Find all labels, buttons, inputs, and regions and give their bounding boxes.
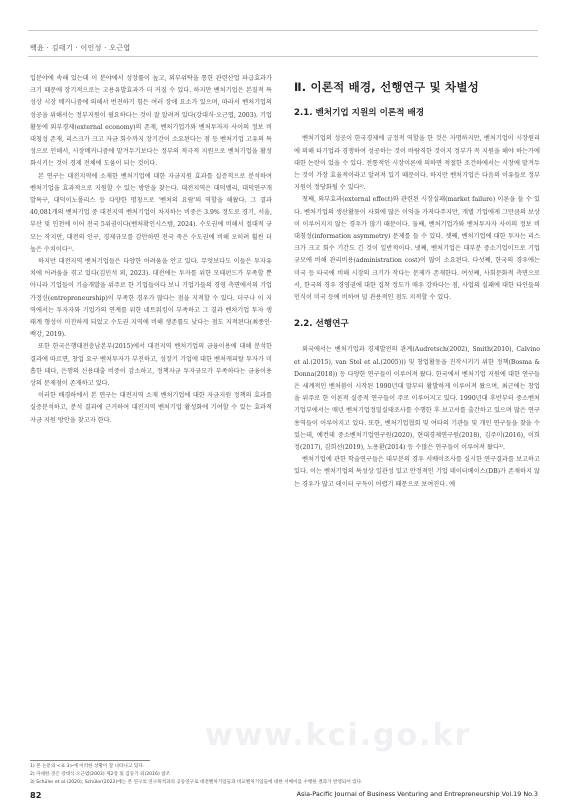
page-number: 82 (30, 790, 42, 800)
left-paragraph-2: 본 연구는 대전지역에 소재한 벤처기업에 대한 자금지원 효과를 실증적으로 분석하여 벤처기업을 효과적으로 지원할 수 있는 방안을 찾는다. 대전지역은 대덕밸리, 대덕연구개발특구, 대덕이노폴리스 등 다양한 명칭으로 '벤처의 요람'의 역할을 해왔다. 그 결과 40,081개의 벤처기업 중 대전지역 벤처기업이 차지하는 비중은 3.9% 정도로 경기, 서울, 부산 및 인천에 이어 전국 5위권이다(벤처확인시스템, 2024). 수도권에 비해서 절대적 규모는 작지만, 대전의 인구, 경제규모를 감안하면 전국 죽은 수도권에 비해 오히려 훨씬 더 높은 수치이다¹⁾. (30, 172, 272, 253)
footnotes (30, 763, 540, 787)
section-title: Ⅱ. 이론적 배경, 선행연구 및 차별성 (294, 80, 479, 94)
footnote-rule (30, 760, 150, 761)
footnote-1: 1) 본 논문의 <표 3>에 이러한 상황이 잘 나타나고 있다. (30, 764, 145, 769)
footnote-2: 2) 자세한 것은 강대식·오근엽(2003) 제2장 및 김동기 외(2016) 참조 (30, 772, 171, 777)
subsection-2-title: 2.2. 선행연구 (294, 319, 349, 330)
sub1-paragraph-2: 첫째, 외부효과(external effect)와 관련된 시장실패(market failure) 이론을 들 수 있다. 벤처기업의 생산활동이 사회에 많은 이익을 가져다주지만, 개별 기업에게 그만큼의 보상이 이루어지지 않는 경우가 많기 때문이다. 둘째, 벤처기업가와 벤처투자자 사이의 정보 비대칭성(information asymmetry) 문제를 들 수 있다. 셋째, 벤처기업에 대한 투자는 리스크가 크고 회수 기간도 긴 것이 일반적이다. 넷째, 벤처기업은 대부분 중소기업이므로 기업규모에 비해 관리비용(administration cost)이 많이 소요된다. 다섯째, 한국의 경우에는 미국 등 타국에 비해 시장의 크기가 작다는 문제가 존재한다. 여섯째, 사회문화적 측면으로서, 한국의 경우 경영권에 대한 집착 정도가 매우 강하다는 점, 사업의 실패에 대한 타인들의 인식이 미국 등에 비하여 덜 관용적인 점도 지적할 수 있다. (294, 196, 540, 302)
header-bottom-rule (28, 56, 538, 57)
left-paragraph-5: 이러한 배경하에서 본 연구는 대전지역 소재 벤처기업에 대한 자금지원 정책의 효과를 실증분석하고, 분석 결과에 근거하여 대전지역 벤처기업 활성화에 기여할 수 있는 효과적 자금 지원 방안을 찾고자 한다. (30, 392, 272, 424)
header-top-rule (28, 30, 538, 31)
subsection-1-title: 2.1. 벤처기업 지원의 이론적 배경 (294, 108, 425, 119)
running-head: 백윤 · 김태기 · 이인성 · 오근엽 (30, 44, 131, 52)
left-paragraph-1: 입분야에 속해 있는데 이 분야에서 성장률이 높고, 외부위탁을 통한 관련산업 파급효과가 크기 때문에 장기적으로는 고용유발효과가 더 커질 수 있다. 하지만 벤처기업은 본질적 특성상 시장 메커니즘에 의해서 번전하기 힘든 여러 장애 요소가 있으며, 따라서 벤처기업의 성공을 위해서는 정부지원이 필요하다는 것이 잘 알려져 있다(강대식·오근엽, 2003). 기업활동에 외부경제(external economy)의 존재, 벤처기업가와 벤처투자자 사이의 정보 비대칭성 존재, 리스크가 크고 자금 회수까지 장기간이 소요된다는 점 등 벤처기업 고유의 특성으로 인해서, 시장메커니즘에 맡겨두기보다는 정부의 적극적 지원으로 벤처기업을 활성화시키는 것이 경제 전체에 도움이 되는 것이다. (30, 75, 272, 168)
right-column (294, 73, 540, 491)
sub2-paragraph-2: 벤처기업에 관한 학술연구들은 대부분의 경우 서베이조사를 실시한 연구결과를 보고하고 있다. 이는 벤처기업의 특성상 일관성 있고 안정적인 기업 데이터베이스(DB)가 존재하지 않는 경우가 많고 데이터 구득이 어렵기 때문으로 보여진다. 예 (294, 456, 540, 488)
left-paragraph-4: 또한 한국은행대전충남본부(2015)에서 대전지역 벤처기업의 금융이용에 대해 분석한 결과에 따르면, 창업 요구 벤처투자가 부진하고, 성장기 기업에 대한 벤처캐피탈 투자가 미흡한 데다, 은행의 신용대출 비중이 감소하고, 정책자금 투자규모가 부족하다는 금융이용상의 문제점이 존재하고 있다. (30, 343, 272, 388)
watermark-text: www.kci.go.kr (205, 718, 472, 753)
footnote-3: 3) Schüler et al.(2020), Schüler(2022)에는 본 연구의 연구목적과의 공동연구로 대전벤처기업들과 비교벤처기업들에 대한 서베이를 수행한 결과가 반영되어 있다. (30, 780, 363, 785)
page-footer (30, 790, 538, 800)
journal-name: Asia-Pacific Journal of Business Venturing and Entrepreneurship Vol.19 No.3 (296, 790, 538, 798)
left-paragraph-3: 하지만 대전지역 벤처기업들은 다양한 어려움을 안고 있다. 무엇보다도 이들은 투자유치에 어려움을 겪고 있다(김민석 외, 2023). 대전에는 투자를 위한 모태펀드가 부족할 뿐 아니라 기업들이 기술개발을 위주로 한 기업들이다 보니 기업가들의 경영 측면에서의 기업가정신(entrepreneurship)이 부족한 경우가 많다는 점을 지적할 수 있다. 더구나 이 지역에서는 투자자와 기업가의 연계를 위한 네트워킹이 부족하고 그 결과 벤처기업 투자 생태계 형성이 미진하게 되었고 수도권 지역에 비해 생존률도 낮다는 점도 지적된다(최종인·백강, 2019). (30, 258, 272, 339)
sub1-paragraph-1: 벤처기업의 성공이 한국경제에 긍정적 역할을 한 것은 자명하지만, 벤처기업이 시장원리에 의해 타기업과 경쟁하여 성공하는 것이 바람직한 것이지 정부가 꼭 지원을 해야 하는가에 대한 논란이 있을 수 있다. 전통적인 시장이론에 의하면 적절한 조건하에서는 시장에 맡겨두는 것이 가장 효율적이라고 알려져 있기 때문이다. 하지만 벤처기업은 다음의 이유들로 정부지원이 정당화될 수 있다²⁾. (294, 135, 540, 192)
left-column (30, 73, 272, 427)
sub2-paragraph-1: 외국에서는 벤처기업과 경제발전의 관계(Audretsch(2002), Smith(2010), Calvino et al.(2015), van Stel et al.(2005))) 및 창업활동을 진작시키기 위한 정책(Bosma & Donna(2018)) 등 다양한 연구들이 이루어져 왔다. 한국에서 벤처기업 지원에 대한 연구들은 세계적인 벤처붐이 시작된 1990년대 말부터 활발하게 이루어져 왔으며, 최근에는 창업을 위주로 한 이론적 실증적 연구들이 주로 이루어지고 있다. 1990년대 후반부터 중소벤처기업부에서는 매년 벤처기업정밀실태조사를 수행한 후 보고서를 출간하고 있으며 많은 연구용역들이 이루어지고 있다. 또한, 벤처기업협회 및 여타의 기관들 및 개인 연구들을 찾을 수 있는데, 예컨데 중소벤처기업연구원(2020), 현대경제연구원(2018), 김주미(2016), 이희정(2017), 김희선(2019), 노용환(2014) 등 수많은 연구들이 이루어져 왔다³⁾. (294, 346, 540, 452)
